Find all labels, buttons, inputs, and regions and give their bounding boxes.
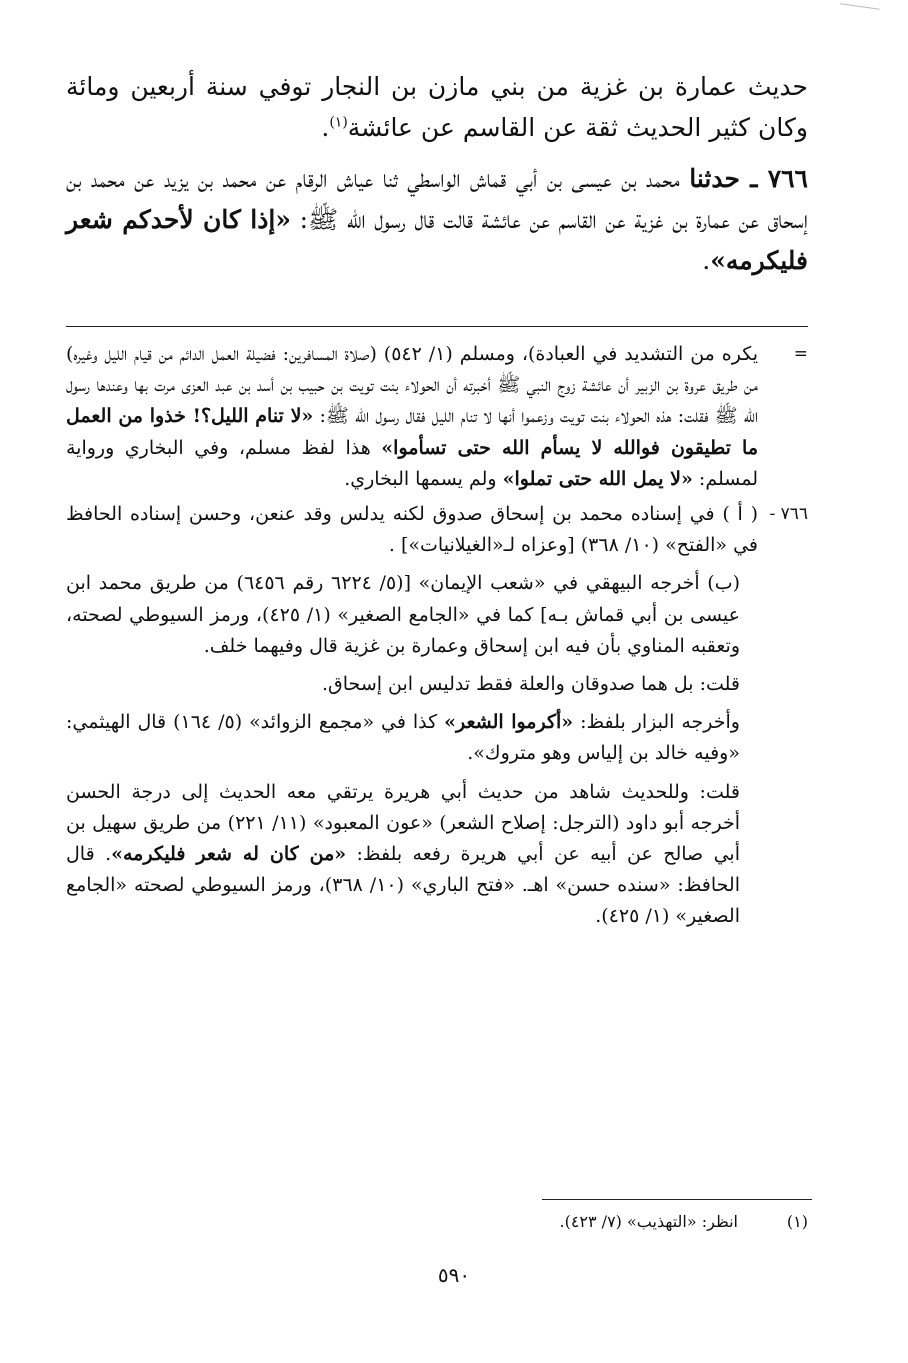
- paragraph1-text: حديث عمارة بن غزية من بني مازن بن النجار توفي سنة أربعين ومائة وكان كثير الحديث ثقة عن القاسم عن عائشة: [66, 72, 808, 142]
- note-766-d: [66, 707, 758, 769]
- footnote-divider: [542, 1199, 812, 1200]
- main-text: [66, 66, 808, 281]
- note-766-e-post: . قال الحافظ: «سنده حسن» اهـ. «فتح الباري» (١٠/ ٣٦٨)، ورمز السيوطي لصحته «الجامع الصغير» (١/ ٤٢٥).: [66, 843, 741, 928]
- hadith-matn: «إذا كان لأحدكم شعر فليكرمه»: [66, 205, 808, 275]
- note-766-d-pre: وأخرجه البزار بلفظ:: [573, 711, 740, 734]
- note-continuation: [66, 339, 808, 495]
- note-766-e-bold: «من كان له شعر فليكرمه»: [111, 843, 347, 866]
- note-766-mark: ٧٦٦ -: [769, 504, 808, 525]
- page-number: ٥٩٠: [437, 1263, 471, 1287]
- continuation-text-3: ولم يسمها البخاري.: [344, 467, 503, 490]
- note-766-d-post: كذا في «مجمع الزوائد» (٥/ ١٦٤) قال الهيثمي: «وفيه خالد بن إلياس وهو متروك».: [66, 711, 740, 765]
- footnote-text: انظر: «التهذيب» (٧/ ٤٢٣).: [559, 1212, 738, 1231]
- continuation-text-2: هذا لفظ مسلم، وفي البخاري ورواية لمسلم:: [66, 436, 758, 490]
- hadith-766: [66, 158, 808, 281]
- notes-divider: [66, 326, 808, 327]
- footnote: [168, 1210, 808, 1234]
- scan-mark: [840, 3, 880, 10]
- continuation-mark: =: [793, 344, 808, 364]
- note-766-a: ( أ ) في إسناده محمد بن إسحاق صدوق لكنه يدلس وقد عنعن، وحسن إسناده الحافظ في «الفتح» (١٠/ ٣٦٨) [وعزاه لـ«الغيلانيات»] .: [66, 503, 758, 557]
- paragraph1-end: .: [321, 113, 330, 142]
- note-766-c: قلت: بل هما صدوقان والعلة فقط تدليس ابن إسحاق.: [321, 673, 740, 696]
- note-766-b: (ب) أخرجه البيهقي في «شعب الإيمان» [(٥/ ٦٢٢٤ رقم ٦٤٥٦) من طريق محمد ابن عيسى بن أبي قماش بـه] كما في «الجامع الصغير» (١/ ٤٢٥)، ورمز السيوطي لصحته، وتعقبه المناوي بأن فيه ابن إسحاق وعمارة بن غزية قال وفيهما خلف.: [66, 572, 740, 657]
- note-766-d-bold: «أكرموا الشعر»: [444, 711, 574, 734]
- note-766: [66, 499, 808, 933]
- commentary-notes: [66, 338, 808, 933]
- continuation-bold-1: «لا تنام الليل؟! خذوا من العمل ما تطيقون فوالله لا يسأم الله حتى تسأموا»: [66, 405, 759, 459]
- narrator-biography: [66, 66, 808, 148]
- footnote-ref: (١): [329, 114, 348, 131]
- note-766-e-pre: قلت: وللحديث شاهد من حديث أبي هريرة يرتقي معه الحديث إلى درجة الحسن أخرجه أبو داود (الترجل: إصلاح الشعر) «عون المعبود» (١١/ ٢٢١) من طريق سهيل بن أبي صالح عن أبيه عن أبي هريرة رفعه بلفظ:: [66, 780, 740, 866]
- hadith-end: .: [702, 246, 711, 275]
- note-766-e: [66, 777, 758, 933]
- footnote-number: (١): [786, 1212, 808, 1231]
- continuation-bold-2: «لا يمل الله حتى تملوا»: [502, 467, 693, 490]
- hadith-number: ٧٦٦ ـ حدثنا: [689, 164, 808, 193]
- hadith-chain: محمد بن عيسى بن أبي قماش الواسطي ثنا عياش الرقام عن محمد بن يزيد عن محمد بن إسحاق عن عمارة بن غزية عن القاسم عن عائشة قالت قال رسول الله ﷺ:: [66, 164, 808, 234]
- continuation-text-1: يكره من التشديد في العبادة)، ومسلم (١/ ٥٤٢) (صلاة المسافرين: فضيلة العمل الدائم من قيام الليل وغيره) من طريق عروة بن الزبير أن عائشة زوج النبي ﷺ أخبرته أن الحولاء بنت تويت بن حبيب بن أسد بن عبد العزى مرت بها وعندها رسول الله ﷺ فقلت: هذه الحولاء بنت تويت وزعموا أنها لا تنام الليل فقال رسول الله ﷺ:: [66, 343, 758, 428]
